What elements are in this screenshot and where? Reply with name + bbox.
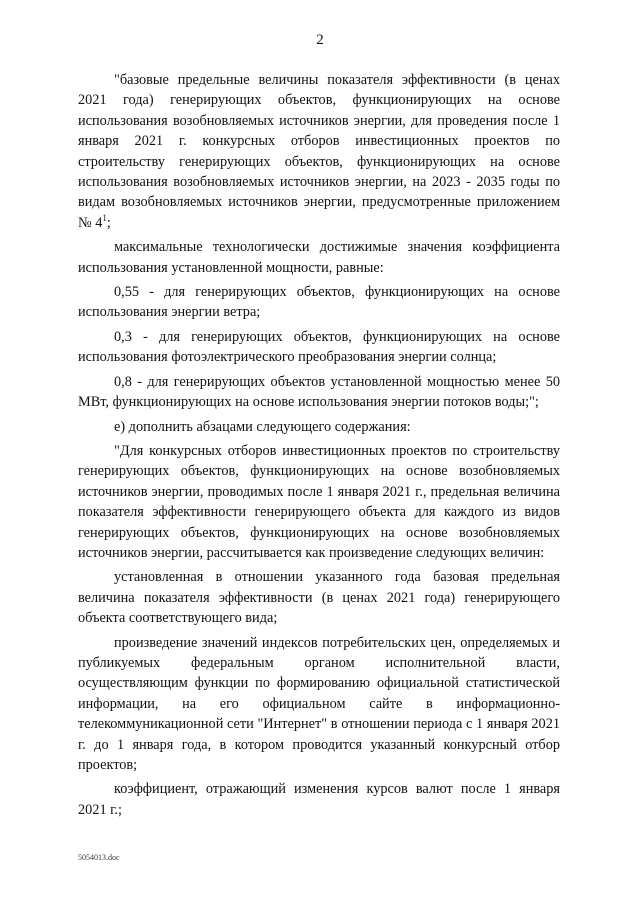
paragraph-hydro: 0,8 - для генерирующих объектов установленной мощностью менее 50 МВт, функционирующих на основе использования энергии потоков воды;"; <box>78 373 560 411</box>
paragraph-amendment-e: е) дополнить абзацами следующего содержания: <box>114 418 411 435</box>
paragraph-base-values <box>78 70 560 233</box>
paragraph-wind: 0,55 - для генерирующих объектов, функционирующих на основе использования энергии ветра; <box>78 284 560 321</box>
paragraph-base-limit: установленная в отношении указанного года базовая предельная величина показателя эффективности (в ценах 2021 года) генерирующего объекта соответствующего вида; <box>78 569 560 627</box>
paragraph-capacity-factor: максимальные технологически достижимые значения коэффициента использования установленной мощности, равные: <box>78 239 560 276</box>
paragraph-text: "базовые предельные величины показателя эффективности (в ценах 2021 года) генерирующих объектов, функционирующих на основе использования возобновляемых источников энергии, для проведения после 1 января 2021 г. конкурсных отборов инвестиционных проектов по строительству генерирующих объектов, функционирующих на основе использования возобновляемых источников энергии, на 2023 - 2035 годы по видам возобновляемых источников энергии, предусмотренные приложением № 4 <box>78 72 560 231</box>
paragraph-cpi-product: произведение значений индексов потребительских цен, определяемых и публикуемых федеральным органом исполнительной власти, осуществляющим функции по формированию официальной статистической информации, на его официальном сайте в информационно-телекоммуникационной сети "Интернет" в отношении периода с 1 января 2021 г. до 1 января года, в котором проводится указанный конкурсный отбор проектов; <box>78 634 560 773</box>
document-body <box>78 70 560 824</box>
paragraph-tail: ; <box>106 214 111 231</box>
footer-document-code: 5054013.doc <box>78 853 120 862</box>
footnote-marker: 1 <box>102 213 107 224</box>
paragraph-limit-calculation: "Для конкурсных отборов инвестиционных проектов по строительству генерирующих объектов, функционирующих на основе возобновляемых источников энергии, проводимых после 1 января 2021 г., предельная величина показателя эффективности генерирующего объекта для каждого из видов генерирующих объектов, функционирующих на основе возобновляемых источников энергии, рассчитывается как произведение следующих величин: <box>78 442 560 561</box>
paragraph-solar: 0,3 - для генерирующих объектов, функционирующих на основе использования фотоэлектрического преобразования энергии солнца; <box>78 328 560 366</box>
paragraph-currency-coefficient: коэффициент, отражающий изменения курсов валют после 1 января 2021 г.; <box>78 781 560 818</box>
page-number: 2 <box>316 32 324 48</box>
